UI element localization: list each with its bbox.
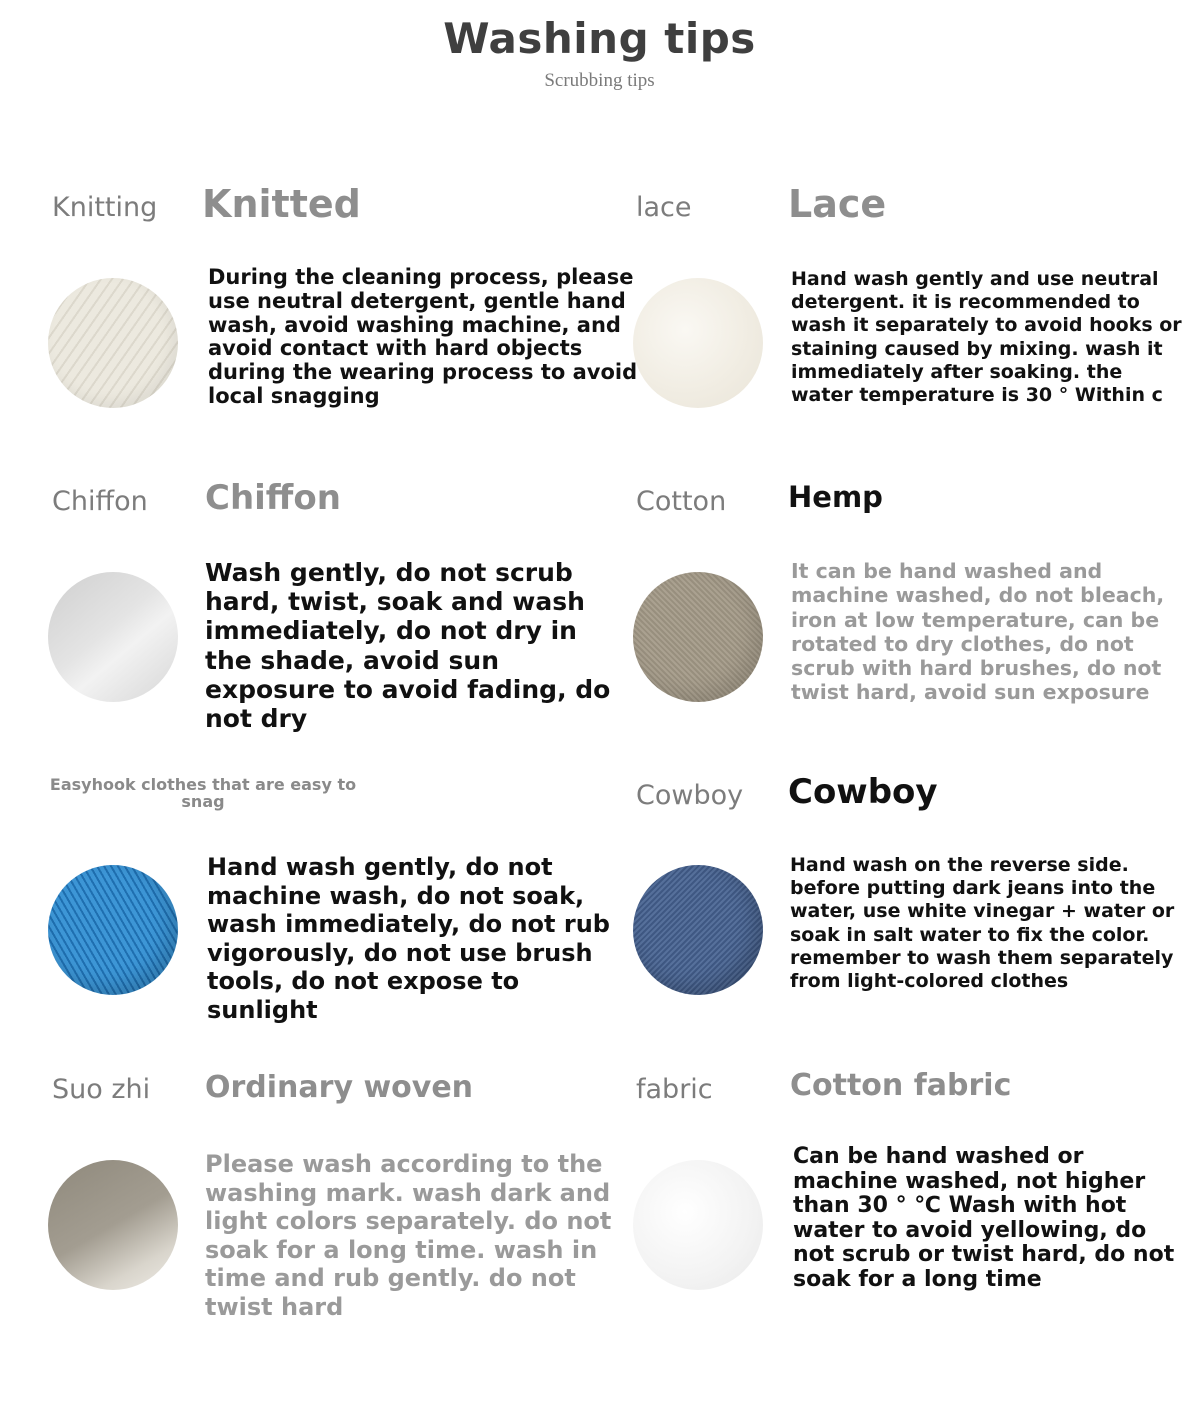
fabric-tag: lace bbox=[636, 192, 692, 223]
fabric-description: Please wash according to the washing mark. wash dark and light colors separately. do not soak for a long time. wash in time and rub gently. do not twist hard bbox=[205, 1150, 612, 1321]
fabric-heading: Cowboy bbox=[788, 772, 938, 812]
easyhook-swatch-icon bbox=[48, 865, 178, 995]
fabric-description: Hand wash on the reverse side. before putting dark jeans into the water, use white vinegar + water or soak in salt water to fix the color. remember to wash them separately from light-colored clothes bbox=[790, 854, 1175, 993]
fabric-heading: Ordinary woven bbox=[205, 1070, 474, 1105]
lace-swatch-icon bbox=[633, 278, 763, 408]
fabric-tag: Suo zhi bbox=[52, 1074, 151, 1105]
cotton-fabric-swatch-icon bbox=[633, 1160, 763, 1290]
fabric-tag: Chiffon bbox=[52, 486, 148, 517]
fabric-tag: Knitting bbox=[52, 192, 158, 223]
fabric-description: Can be hand washed or machine washed, not higher than 30 ° ℃ Wash with hot water to avoid yellowing, do not scrub or twist hard, do not soak for a long time bbox=[793, 1144, 1175, 1292]
hemp-swatch-icon bbox=[633, 572, 763, 702]
fabric-description: Wash gently, do not scrub hard, twist, soak and wash immediately, do not dry in the shade, avoid sun exposure to avoid fading, do not dry bbox=[205, 558, 611, 734]
denim-swatch-icon bbox=[633, 865, 763, 995]
chiffon-swatch-icon bbox=[48, 572, 178, 702]
fabric-heading: Chiffon bbox=[205, 478, 341, 518]
fabric-tag: Easyhook clothes that are easy to snag bbox=[49, 775, 357, 811]
fabric-tag: Cowboy bbox=[636, 780, 744, 811]
page-title: Washing tips bbox=[443, 14, 756, 63]
knitted-swatch-icon bbox=[48, 278, 178, 408]
fabric-tag: Cotton bbox=[636, 486, 727, 517]
fabric-tag: fabric bbox=[636, 1074, 713, 1105]
fabric-heading: Lace bbox=[788, 182, 887, 226]
woven-swatch-icon bbox=[48, 1160, 178, 1290]
fabric-heading: Hemp bbox=[788, 480, 883, 514]
fabric-heading: Knitted bbox=[202, 182, 361, 226]
fabric-description: Hand wash gently and use neutral detergent. it is recommended to wash it separately to avoid hooks or staining caused by mixing. wash it immediately after soaking. the water temperature is 30 ° Within c bbox=[791, 268, 1182, 407]
fabric-description: Hand wash gently, do not machine wash, do not soak, wash immediately, do not rub vigorously, do not use brush tools, do not expose to sunlight bbox=[207, 853, 610, 1024]
fabric-description: It can be hand washed and machine washed, do not bleach, iron at low temperature, can be rotated to dry clothes, do not scrub with hard brushes, do not twist hard, avoid sun exposure bbox=[791, 559, 1165, 705]
page-subtitle: Scrubbing tips bbox=[544, 70, 655, 91]
fabric-heading: Cotton fabric bbox=[790, 1068, 1012, 1103]
fabric-description: During the cleaning process, please use neutral detergent, gentle hand wash, avoid washing machine, and avoid contact with hard objects during the wearing process to avoid local snagging bbox=[208, 265, 638, 408]
